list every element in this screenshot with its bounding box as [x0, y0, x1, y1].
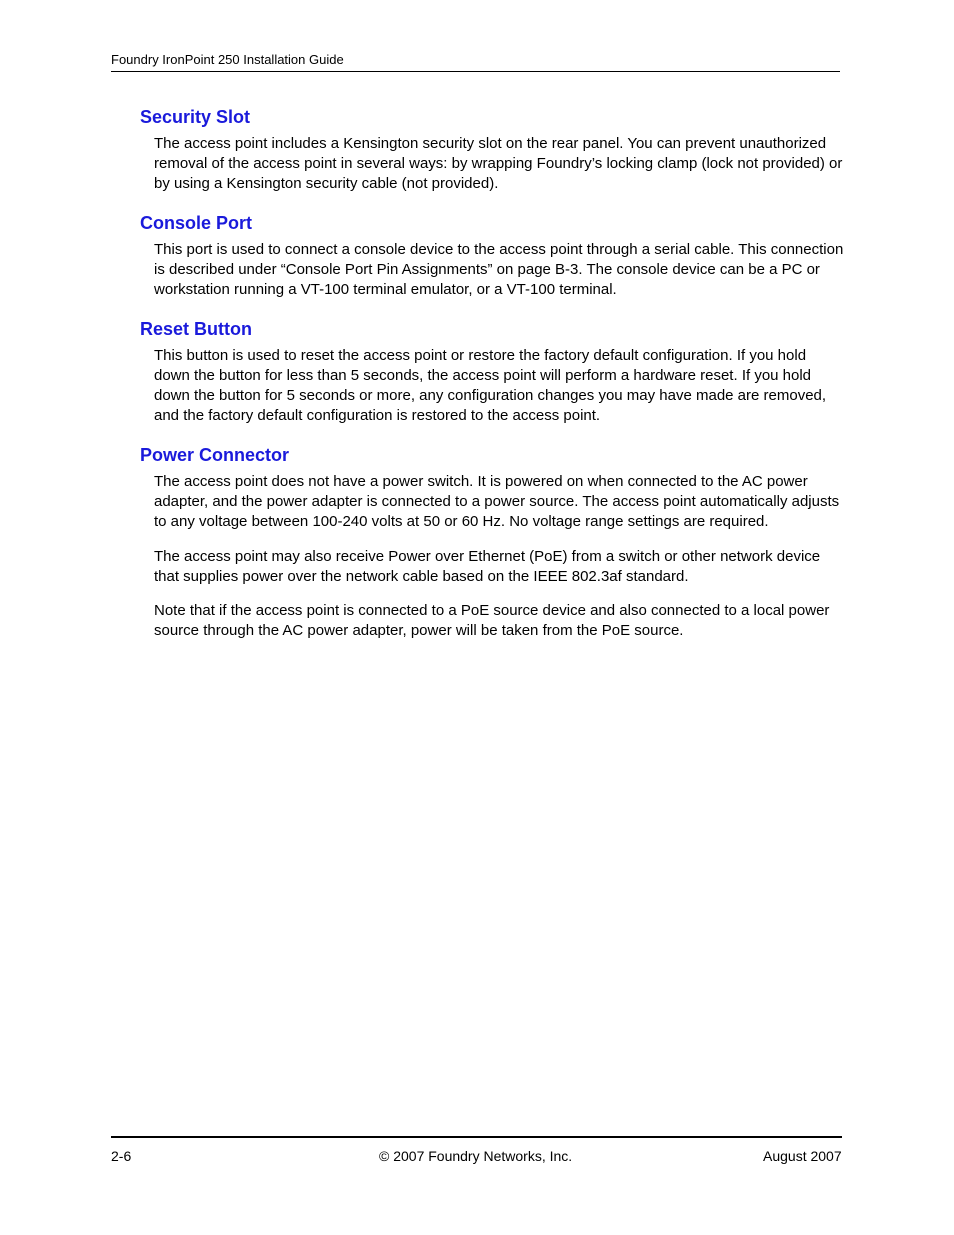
paragraph-power-connector-3: Note that if the access point is connected to a PoE source device and also connected to a local power source through the AC power adapter, power will be taken from the PoE source.: [154, 602, 830, 639]
heading-power-connector: Power Connector: [140, 445, 290, 465]
footer-rule: [111, 1136, 842, 1138]
paragraph-power-connector-1: The access point does not have a power switch. It is powered on when connected to the AC power adapter, and the power adapter is connected to a power source. The access point automatically adjusts to any voltage between 100-240 volts at 50 or 60 Hz. No voltage range settings are required.: [154, 473, 840, 530]
heading-console-port: Console Port: [140, 213, 253, 233]
paragraph-reset-button: This button is used to reset the access point or restore the factory default configuration. If you hold down the button for less than 5 seconds, the access point will perform a hardware reset. If you hold down the button for 5 seconds or more, any configuration changes you may have made are removed, and the factory default configuration is restored to the access point.: [154, 347, 827, 424]
footer-page-number: 2-6: [111, 1148, 132, 1164]
heading-security-slot: Security Slot: [140, 107, 251, 127]
footer-date: August 2007: [763, 1148, 842, 1164]
paragraph-power-connector-2: The access point may also receive Power over Ethernet (PoE) from a switch or other network device that supplies power over the network cable based on the IEEE 802.3af standard.: [154, 548, 821, 585]
paragraph-security-slot: The access point includes a Kensington security slot on the rear panel. You can prevent unauthorized removal of the access point in several ways: by wrapping Foundry’s locking clamp (lock not provided) or by using a Kensington security cable (not provided).: [154, 135, 843, 192]
heading-reset-button: Reset Button: [140, 319, 252, 339]
paragraph-console-port: This port is used to connect a console device to the access point through a serial cable. This connection is described under “Console Port Pin Assignments” on page B-3. The console device can be a PC or workstation running a VT-100 terminal emulator, or a VT-100 terminal.: [154, 241, 844, 298]
header-title: Foundry IronPoint 250 Installation Guide: [111, 52, 344, 67]
footer-copyright: © 2007 Foundry Networks, Inc.: [379, 1148, 573, 1164]
page-header: [111, 52, 840, 72]
